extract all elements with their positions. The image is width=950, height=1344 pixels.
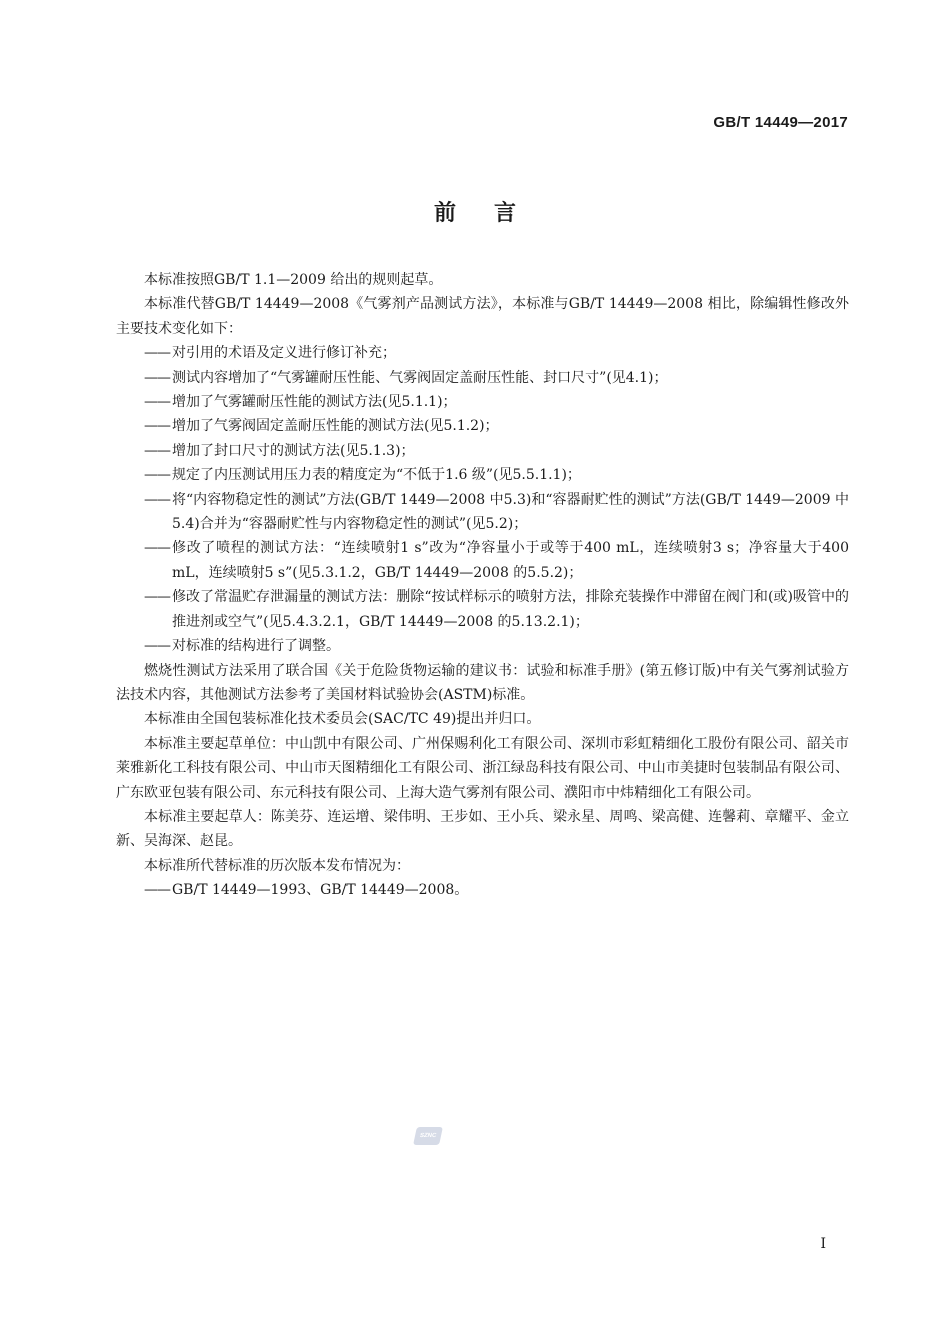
page-number: I: [820, 1236, 826, 1252]
paragraph: 本标准代替GB/T 14449—2008《气雾剂产品测试方法》，本标准与GB/T 14449—2008 相比，除编辑性修改外主要技术变化如下：: [116, 296, 849, 337]
list-item: [116, 366, 849, 390]
list-dash: ——: [144, 467, 170, 484]
paragraph: 本标准主要起草单位：中山凯中有限公司、广州保赐利化工有限公司、深圳市彩虹精细化工股份有限公司、韶关市莱雅新化工科技有限公司、中山市天图精细化工有限公司、浙江绿岛科技有限公司、中山市美捷时包装制品有限公司、广东欧亚包装有限公司、东元科技有限公司、上海大造气雾剂有限公司、濮阳市中炜精细化工有限公司。: [116, 735, 849, 801]
list-dash: ——: [144, 394, 170, 411]
list-dash: ——: [144, 491, 170, 508]
list-item-text: 修改了喷程的测试方法：“连续喷射1 s”改为“净容量小于或等于400 mL，连续喷射3 s；净容量大于400 mL，连续喷射5 s”(见5.3.1.2，GB/T 14449—2008 的5.5.2)；: [172, 540, 849, 581]
page-title: 前言: [433, 200, 554, 226]
paragraph: 本标准主要起草人：陈美芬、连运增、梁伟明、王步如、王小兵、梁永星、周鸣、梁高健、连馨莉、章耀平、金立新、吴海深、赵昆。: [116, 808, 849, 850]
list-item-text: 对引用的术语及定义进行修订补充；: [172, 345, 396, 362]
list-item: [116, 878, 849, 902]
list-item: [116, 536, 849, 585]
list-item-text: 增加了封口尺寸的测试方法(见5.1.3)；: [172, 442, 415, 459]
list-item: [116, 439, 849, 463]
document-body: [116, 268, 849, 903]
list-dash: ——: [144, 638, 170, 655]
list-item: [116, 414, 849, 438]
list-item-text: 测试内容增加了“气雾罐耐压性能、气雾阀固定盖耐压性能、封口尺寸”(见4.1)；: [172, 369, 668, 386]
list-dash: ——: [144, 589, 170, 606]
list-dash: ——: [144, 882, 170, 899]
watermark-logo: SZNC: [413, 1127, 443, 1145]
list-item-text: 对标准的结构进行了调整。: [172, 638, 340, 655]
list-item: [116, 634, 849, 658]
list-item-text: 规定了内压测试用压力表的精度定为“不低于1.6 级”(见5.5.1.1)；: [172, 467, 581, 484]
paragraph: 本标准按照GB/T 1.1—2009 给出的规则起草。: [144, 272, 443, 288]
paragraph: 本标准由全国包装标准化技术委员会(SAC/TC 49)提出并归口。: [144, 711, 541, 728]
list-item-text: 修改了常温贮存泄漏量的测试方法：删除“按试样标示的喷射方法，排除充装操作中滞留在阀门和(或)吸管中的推进剂或空气”(见5.4.3.2.1，GB/T 14449—2008 的5.13.2.1)；: [172, 589, 849, 630]
list-item-text: 增加了气雾阀固定盖耐压性能的测试方法(见5.1.2)；: [172, 418, 499, 435]
list-dash: ——: [144, 418, 170, 435]
standard-code: GB/T 14449—2017: [713, 114, 848, 131]
list-item: [116, 341, 849, 365]
list-item: [116, 488, 849, 537]
list-dash: ——: [144, 369, 170, 386]
list-dash: ——: [144, 442, 170, 459]
list-item-text: GB/T 14449—1993、GB/T 14449—2008。: [172, 882, 469, 899]
list-item: [116, 463, 849, 487]
list-dash: ——: [144, 345, 170, 362]
list-item: [116, 585, 849, 634]
list-item-text: 将“内容物稳定性的测试”方法(GB/T 1449—2008 中5.3)和“容器耐贮性的测试”方法(GB/T 1449—2009 中5.4)合并为“容器耐贮性与内容物稳定性的测试”(见5.2)；: [172, 491, 849, 533]
paragraph: 本标准所代替标准的历次版本发布情况为：: [144, 857, 410, 874]
list-item: [116, 390, 849, 414]
list-item-text: 增加了气雾罐耐压性能的测试方法(见5.1.1)；: [172, 394, 457, 411]
list-dash: ——: [144, 540, 170, 557]
paragraph: 燃烧性测试方法采用了联合国《关于危险货物运输的建议书：试验和标准手册》(第五修订版)中有关气雾剂试验方法技术内容，其他测试方法参考了美国材料试验协会(ASTM)标准。: [116, 662, 849, 703]
